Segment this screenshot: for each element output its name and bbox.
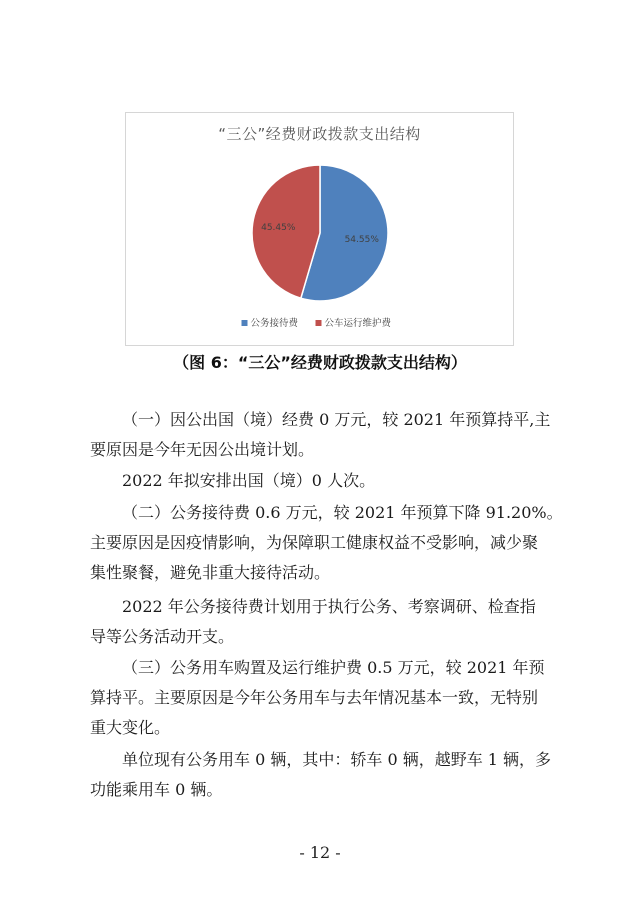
legend-swatch (316, 320, 322, 326)
text-line: 功能乘用车 0 辆。 (90, 780, 223, 799)
text-line: 集性聚餐，避免非重大接待活动。 (90, 563, 331, 582)
pie-chart (125, 112, 514, 346)
text-line: 要原因是今年无因公出境计划。 (90, 440, 315, 459)
pie-chart-svg (126, 113, 515, 347)
paragraph-reception-expense (90, 498, 563, 588)
legend-label: 公务接待费 (250, 318, 299, 329)
text-line: 2022 年公务接待费计划用于执行公务、考察调研、检查指 (122, 597, 536, 616)
figure-caption: （图 6：“三公”经费财政拨款支出结构） (173, 353, 467, 372)
paragraph-outbound-plan (90, 466, 560, 496)
text-line: （三）公务用车购置及运行维护费 0.5 万元，较 2021 年预 (122, 658, 545, 677)
pie-data-label: 45.45% (261, 222, 296, 233)
text-line: 重大变化。 (90, 718, 171, 737)
paragraph-vehicle-count (90, 745, 560, 805)
text-line: （二）公务接待费 0.6 万元，较 2021 年预算下降 91.20%。 (122, 503, 563, 522)
legend-label: 公车运行维护费 (324, 318, 392, 329)
legend-swatch (242, 320, 248, 326)
text-line: 主要原因是因疫情影响，为保障职工健康权益不受影响，减少聚 (90, 533, 539, 552)
paragraph-outbound-expense (90, 405, 560, 465)
text-line: 算持平。主要原因是今年公务用车与去年情况基本一致，无特别 (90, 688, 539, 707)
page-number: - 12 - (299, 843, 341, 862)
text-line: 单位现有公务用车 0 辆，其中：轿车 0 辆，越野车 1 辆，多 (122, 750, 552, 769)
text-line: 导等公务活动开支。 (90, 627, 235, 646)
pie-data-label: 54.55% (344, 235, 379, 246)
paragraph-vehicle-expense (90, 653, 560, 743)
text-line: 2022 年拟安排出国（境）0 人次。 (122, 471, 376, 490)
text-line: （一）因公出国（境）经费 0 万元，较 2021 年预算持平,主 (122, 410, 551, 429)
paragraph-reception-plan (90, 592, 560, 652)
chart-title: “三公”经费财政拨款支出结构 (218, 125, 421, 143)
